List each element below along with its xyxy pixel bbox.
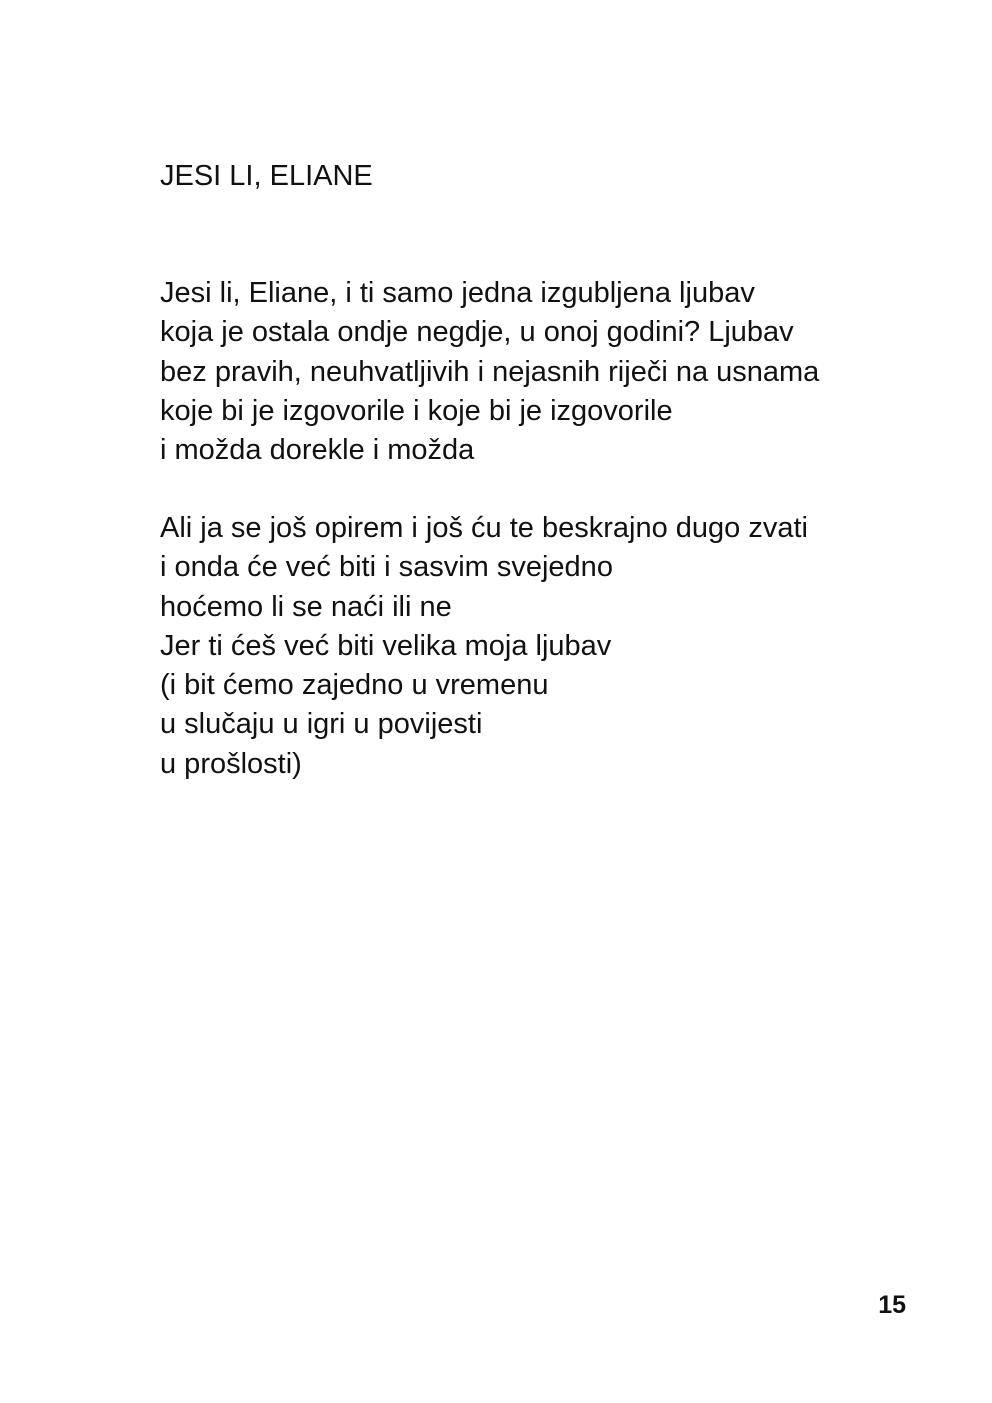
poem-title: JESI LI, ELIANE bbox=[160, 160, 373, 192]
poem-line: hoćemo li se naći ili ne bbox=[160, 590, 452, 623]
poem-line: koje bi je izgovorile i koje bi je izgovorile bbox=[160, 394, 673, 427]
stanza-1 bbox=[160, 274, 819, 470]
poem-line: Ali ja se još opirem i još ću te beskrajno dugo zvati bbox=[160, 512, 808, 544]
stanza-2 bbox=[160, 509, 808, 784]
poem-line: u slučaju u igri u povijesti bbox=[160, 708, 483, 741]
poem-line: koja je ostala ondje negdje, u onoj godini? Ljubav bbox=[160, 316, 794, 349]
poem-line: u prošlosti) bbox=[160, 747, 302, 780]
poem-line: i onda će već biti i sasvim svejedno bbox=[160, 551, 613, 584]
page-number: 15 bbox=[878, 1291, 906, 1319]
poem-line: Jesi li, Eliane, i ti samo jedna izgubljena ljubav bbox=[160, 277, 755, 309]
poem-line: bez pravih, neuhvatljivih i nejasnih riječi na usnama bbox=[160, 355, 820, 388]
poem-line: i možda dorekle i možda bbox=[160, 434, 475, 467]
poem-line: (i bit ćemo zajedno u vremenu bbox=[160, 669, 549, 702]
poem-line: Jer ti ćeš već biti velika moja ljubav bbox=[160, 629, 612, 662]
